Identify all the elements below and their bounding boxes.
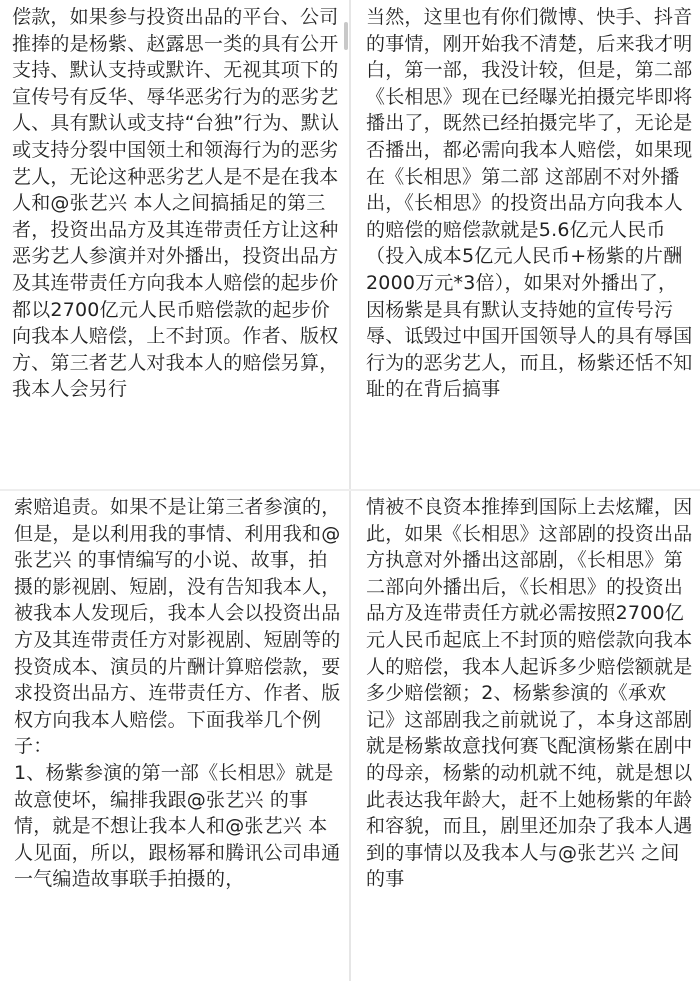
panel-bottom-left bbox=[0, 490, 350, 981]
panel-top-right-text: 当然，这里也有你们微博、快手、抖音的事情，刚开始我不清楚，后来我才明白，第一部，我没计较，但是，第二部《长相思》现在已经曝光拍摄完毕即将播出了，既然已经拍摄完毕了，无论是否播出，都必需向我本人赔偿，如果现在《长相思》第二部 这部剧不对外播出，《长相思》的投资出品方向我本人的赔偿的赔偿款就是5.6亿元人民币（投入成本5亿元人民币+杨紫的片酬2000万元*3倍），如果对外播出了，因杨紫是具有默认支持她的宣传号污辱、诋毁过中国开国领导人的具有辱国行为的恶劣艺人，而且，杨紫还恬不知耻的在背后搞事 bbox=[366, 6, 693, 401]
scrollbar-thumb[interactable] bbox=[344, 22, 348, 50]
panel-bottom-right bbox=[350, 490, 700, 981]
horizontal-divider bbox=[0, 489, 700, 491]
panel-top-left bbox=[0, 0, 350, 490]
panel-bottom-left-text: 索赔追责。如果不是让第三者参演的，但是，是以利用我的事情、利用我和@张艺兴 的事情编写的小说、故事，拍摄的影视剧、短剧，没有告知我本人，被我本人发现后，我本人会以投资出品方及其连带责任方对影视剧、短剧等的投资成本、演员的片酬计算赔偿款，要求投资出品方、连带责任方、作者、版权方向我本人赔偿。下面我举几个例子： 1、杨紫参演的第一部《长相思》就是故意使坏，编排我跟@张艺兴 的事情，就是不想让我本人和@张艺兴 本人见面，所以，跟杨幂和腾讯公司串通一气编造故事联手拍摄的， bbox=[14, 496, 341, 891]
panel-top-right bbox=[350, 0, 700, 490]
panel-top-left-text: 偿款，如果参与投资出品的平台、公司推捧的是杨紫、赵露思一类的具有公开支持、默认支持或默许、无视其项下的宣传号有反华、辱华恶劣行为的恶劣艺人、具有默认或支持“台独”行为、默认或支持分裂中国领土和领海行为的恶劣艺人，无论这种恶劣艺人是不是在我本人和@张艺兴 本人之间搞插足的第三者，投资出品方及其连带责任方让这种恶劣艺人参演并对外播出，投资出品方及其连带责任方向我本人赔偿的起步价都以2700亿元人民币赔偿款的起步价向我本人赔偿，上不封顶。作者、版权方、第三者艺人对我本人的赔偿另算，我本人会另行 bbox=[12, 6, 340, 401]
panel-bottom-right-text: 情被不良资本推捧到国际上去炫耀，因此，如果《长相思》这部剧的投资出品方执意对外播出这部剧，《长相思》第二部向外播出后，《长相思》的投资出品方及连带责任方就必需按照2700亿元人民币起底上不封顶的赔偿款向我本人的赔偿，我本人起诉多少赔偿额就是多少赔偿额；2、杨紫参演的《承欢记》这部剧我之前就说了，本身这部剧就是杨紫故意找何赛飞配演杨紫在剧中的母亲，杨紫的动机就不纯，就是想以此表达我年龄大，赶不上她杨紫的年龄和容貌，而且，剧里还加杂了我本人遇到的事情以及我本人与@张艺兴 之间的事 bbox=[366, 496, 693, 891]
